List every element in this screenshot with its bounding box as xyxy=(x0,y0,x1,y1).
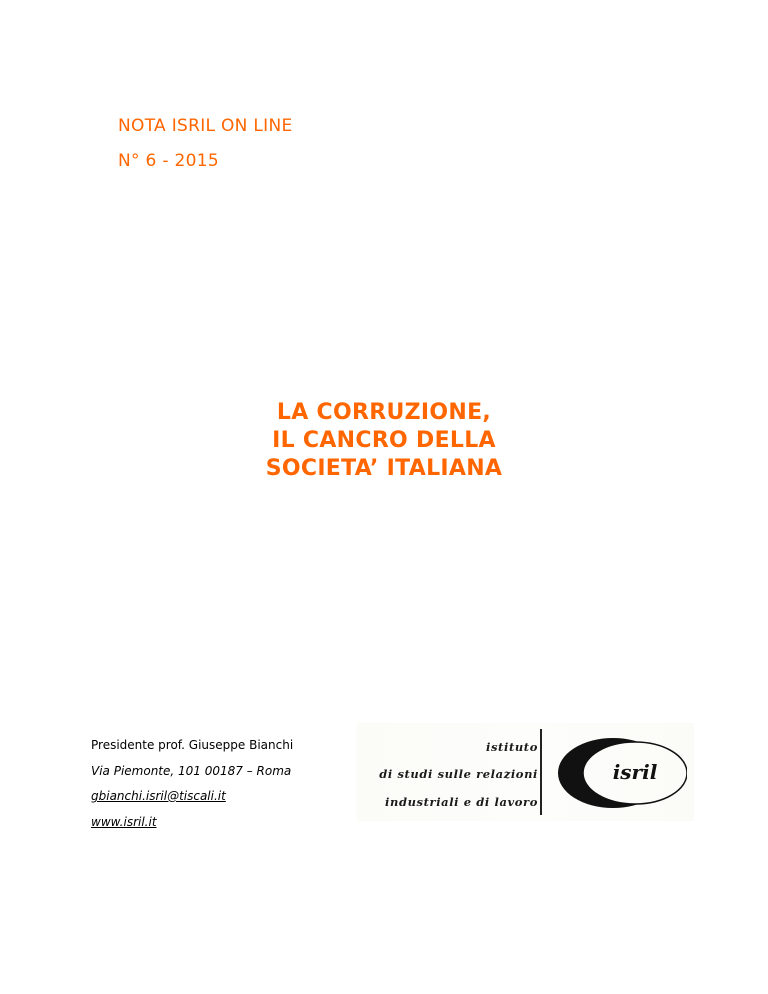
logo-mark-text: isril xyxy=(612,760,658,784)
logo-text-line-1: istituto xyxy=(486,740,538,754)
note-series-title: NOTA ISRIL ON LINE xyxy=(118,116,293,136)
document-title xyxy=(0,399,768,483)
logo-text-line-2: di studi sulle relazioni xyxy=(379,767,538,781)
document-title-line-3: SOCIETA’ ITALIANA xyxy=(265,456,503,481)
document-title-line-2: IL CANCRO DELLA xyxy=(272,428,496,453)
document-title-line-1: LA CORRUZIONE, xyxy=(276,400,492,425)
website-link[interactable]: www.isril.it xyxy=(91,815,157,829)
email-link[interactable]: gbianchi.isril@tiscali.it xyxy=(91,789,226,803)
president-name: Presidente prof. Giuseppe Bianchi xyxy=(91,738,294,752)
isril-logo xyxy=(357,723,694,821)
postal-address: Via Piemonte, 101 00187 – Roma xyxy=(91,764,292,778)
logo-text-line-3: industriali e di lavoro xyxy=(385,795,538,809)
logo-divider xyxy=(540,729,542,815)
logo-crescent-icon xyxy=(557,737,687,809)
note-issue-number: N° 6 - 2015 xyxy=(118,151,219,171)
